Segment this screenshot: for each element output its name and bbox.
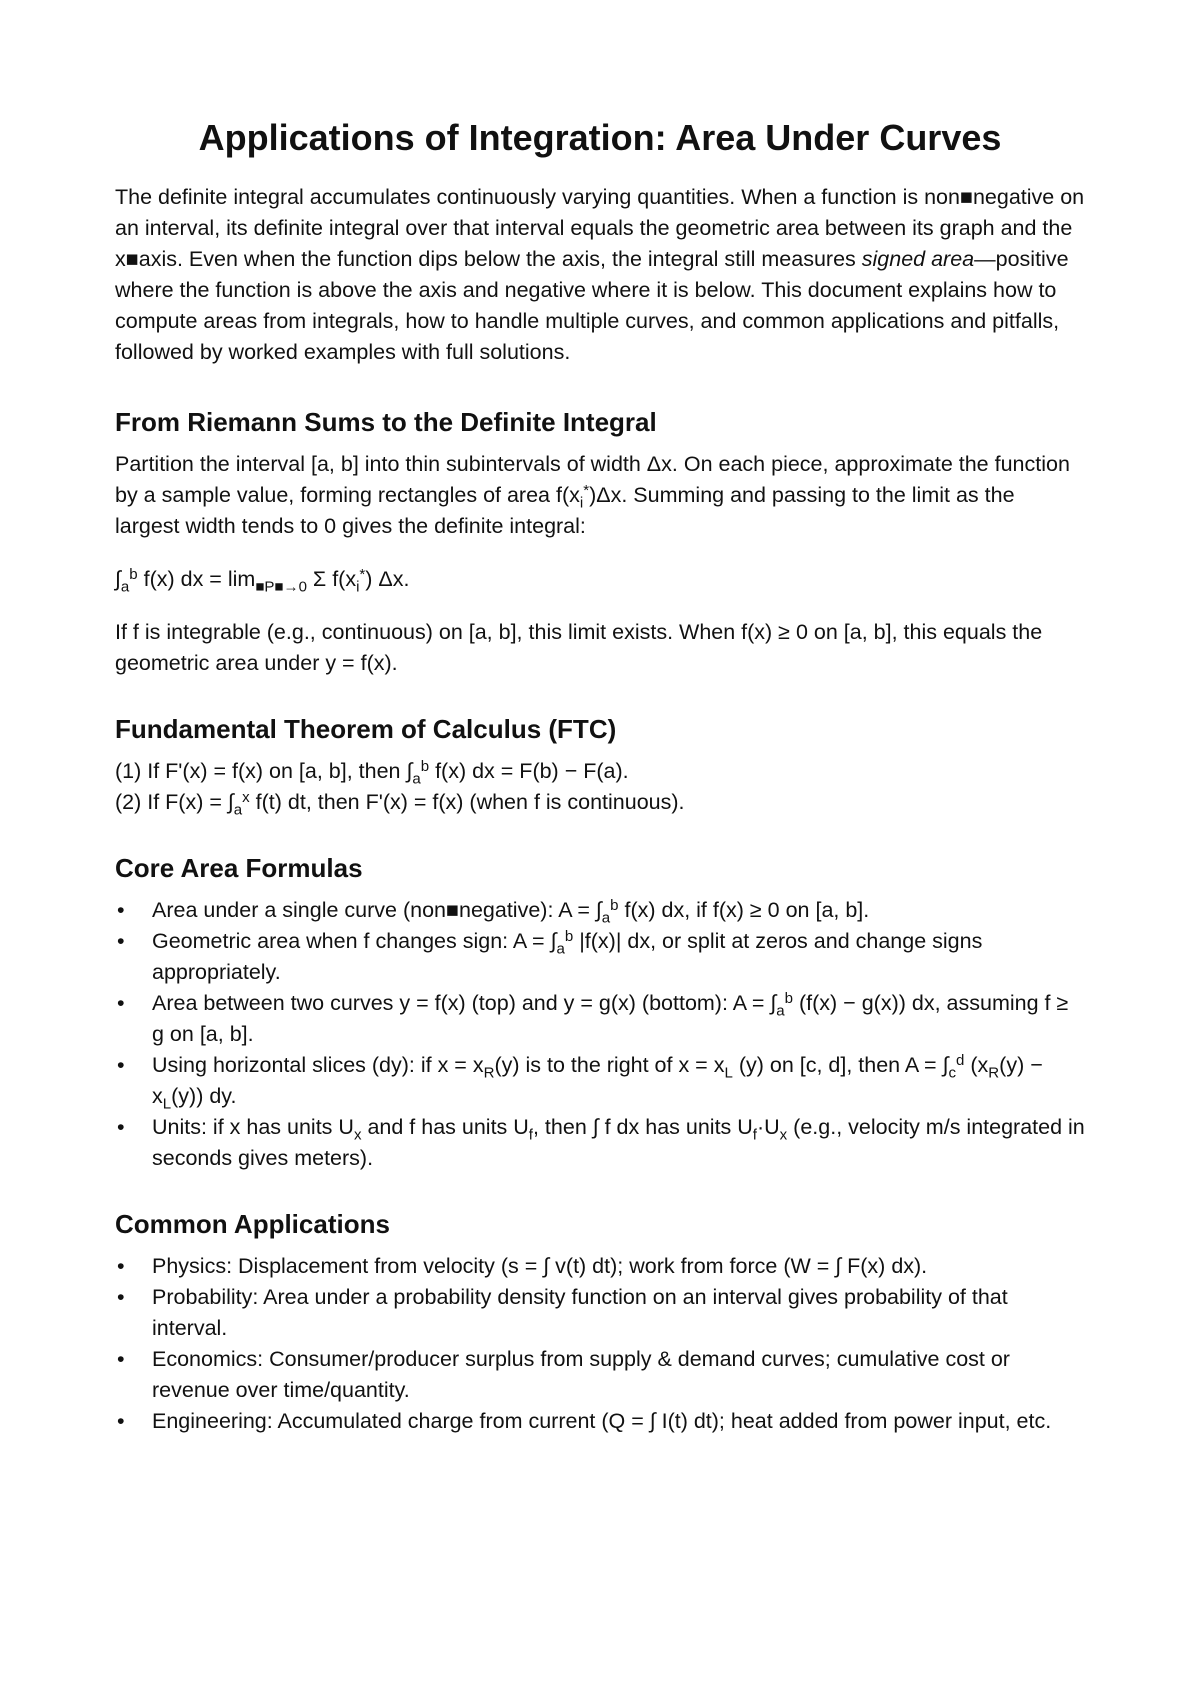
- bullet-icon: •: [117, 1254, 125, 1278]
- riemann-heading: From Riemann Sums to the Definite Integral: [115, 407, 657, 437]
- list-item: • Area between two curves y = f(x) (top) and y = g(x) (bottom): $A = \int_a^b$ (f(x) − g(x)) dx, assuming f ≥ g on [a, b].: [115, 988, 1085, 1050]
- list-item: • Geometric area when f changes sign: $A = \int_a^b$ |f(x)| dx, or split at zeros and change signs appropriately.: [115, 926, 1085, 988]
- bullet-icon: •: [117, 1347, 125, 1371]
- definite-integral-formula: $\int_a^b$ f(x) dx = $\lim_{■P■\to 0} \Sigma$ $f(x_i^*)$ Δx.: [115, 566, 410, 596]
- ftc-part-2: (2) If $F(x) = \int_a^x$ f(t) dt, then F'(x) = f(x) (when f is continuous).: [115, 789, 685, 819]
- signed-area-emphasis: signed area: [861, 247, 975, 271]
- bullet-icon: •: [117, 991, 125, 1015]
- bullet-icon: •: [117, 1409, 125, 1433]
- list-item: • Using horizontal slices (dy): if $x = x_R(y)$ is to the right of $x = x_L$ (y) on [c, d], then $A = \int_c^d$ $(x_R(y) - x_L(y))$ dy.: [115, 1050, 1085, 1112]
- formulas-section: [115, 851, 1085, 1174]
- formulas-heading: Core Area Formulas: [115, 853, 363, 883]
- applications-section: [115, 1207, 1085, 1437]
- list-item: • Probability: Area under a probability density function on an interval gives probability of that interval.: [115, 1282, 1085, 1344]
- ftc-part-1: (1) If F'(x) = f(x) on [a, b], then $\int_a^b$ f(x) dx = F(b) − F(a).: [115, 758, 629, 788]
- riemann-paragraph: Partition the interval [a, b] into thin subintervals of width Δx. On each piece, approximate the function by a sample value, forming rectangles of area $f(x_i^*)\Delta x$. Summing and passing to the limit as the largest width tends to 0 gives the definite integral:: [115, 452, 1070, 538]
- bullet-icon: •: [117, 929, 125, 953]
- riemann-section: [115, 405, 1085, 679]
- applications-list: [115, 1251, 1085, 1437]
- list-item: • Engineering: Accumulated charge from current (Q = ∫ I(t) dt); heat added from power input, etc.: [115, 1406, 1085, 1437]
- bullet-icon: •: [117, 1285, 125, 1309]
- integrability-note: If f is integrable (e.g., continuous) on [a, b], this limit exists. When f(x) ≥ 0 on [a, b], this equals the geometric area under y = f(x).: [115, 620, 1043, 675]
- intro-paragraph: The definite integral accumulates continuously varying quantities. When a function is non■negative on an interval, its definite integral over that interval equals the geometric area between its graph and the x■axis. Even when the function dips below the axis, the integral still measures signed area—positive where the function is above the axis and negative where it is below. This document explains how to compute areas from integrals, how to handle multiple curves, and common applications and pitfalls, followed by worked examples with full solutions.: [115, 185, 1085, 364]
- page-title: Applications of Integration: Area Under Curves: [198, 117, 1002, 158]
- ftc-heading: Fundamental Theorem of Calculus (FTC): [115, 714, 617, 744]
- bullet-icon: •: [117, 1115, 125, 1139]
- bullet-icon: •: [117, 898, 125, 922]
- list-item: • Units: if x has units $U_x$ and f has units $U_f$, then ∫ f dx has units $U_f\cdot U_x$ (e.g., velocity m/s integrated in seconds gives meters).: [115, 1112, 1085, 1174]
- ftc-section: [115, 712, 1085, 818]
- formulas-list: [115, 895, 1085, 1174]
- list-item: • Economics: Consumer/producer surplus from supply & demand curves; cumulative cost or revenue over time/quantity.: [115, 1344, 1085, 1406]
- list-item: • Area under a single curve (non■negative): $A = \int_a^b$ f(x) dx, if f(x) ≥ 0 on [a, b].: [115, 895, 1085, 926]
- list-item: • Physics: Displacement from velocity (s = ∫ v(t) dt); work from force (W = ∫ F(x) dx).: [115, 1251, 1085, 1282]
- applications-heading: Common Applications: [115, 1209, 390, 1239]
- bullet-icon: •: [117, 1053, 125, 1077]
